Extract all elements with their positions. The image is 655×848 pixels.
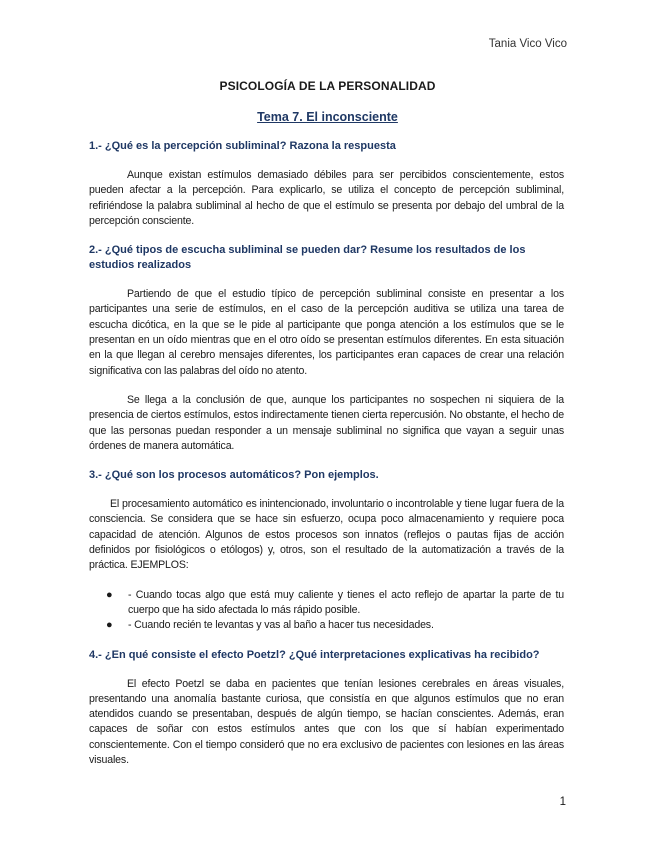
list-item xyxy=(106,588,564,619)
answer-3-paragraph-1: El procesamiento automático es inintencionado, involuntario o incontrolable y tiene lugar fuera de la consciencia. Se considera que se hace sin esfuerzo, ocupa poco almacenamiento y requiere poca capacidad de atención. Algunos de estos procesos son innatos (reflejos o pautas fijas de acción definidos por fisiológicos o etólogos) y, otros, son el resultado de la automatización a través de la práctica. EJEMPLOS: xyxy=(89,498,564,572)
answer-2-paragraph-1: Partiendo de que el estudio típico de percepción subliminal consiste en presentar a los participantes una serie de estímulos, en el caso de la percepción auditiva se utiliza una tarea de escucha dicótica, en la que se le pide al participante que ponga atención a los estímulos que se le presentan en un oído mientras que en el otro oído se presentan estímulos diferentes. En esta situación en la que llegan al cerebro mensajes diferentes, los participantes eran capaces de crear una relación significativa con las palabras del oído no atento. xyxy=(89,288,564,377)
list-item-text: - Cuando recién te levantas y vas al baño a hacer tus necesidades. xyxy=(128,619,434,632)
answer-2-paragraph-2: Se llega a la conclusión de que, aunque los participantes no sospechen ni siquiera de la presencia de ciertos estímulos, estos indirectamente tienen cierta repercusión. No obstante, el hecho de que las personas puedan responder a un mensaje subliminal no significa que vayan a seguir unas órdenes de manera automática. xyxy=(89,393,564,452)
document-body xyxy=(89,139,564,782)
question-4: 4.- ¿En qué consiste el efecto Poetzl? ¿Qué interpretaciones explicativas ha recibido? xyxy=(89,648,540,661)
bullet-icon: ● xyxy=(106,619,113,632)
bullet-icon: ● xyxy=(106,588,113,601)
question-3: 3.- ¿Qué son los procesos automáticos? Pon ejemplos. xyxy=(89,469,379,482)
document-title: PSICOLOGÍA DE LA PERSONALIDAD xyxy=(219,79,436,93)
answer-4-paragraph-1: El efecto Poetzl se daba en pacientes que tenían lesiones cerebrales en áreas visuales, presentando una anomalía bastante curiosa, que consistía en que algunos estímulos que no eran atendidos cuando se presentaban, después de algún tiempo, se hacían conscientes. Además, eran capaces de soñar con estos estímulos antes que con los que sí habían experimentado conscientemente. Con el tiempo consideró que no era exclusivo de pacientes con lesiones en las áreas visuales. xyxy=(89,677,564,767)
header-author: Tania Vico Vico xyxy=(488,38,567,50)
topic-heading: Tema 7. El inconsciente xyxy=(257,110,398,124)
list-item xyxy=(106,618,564,633)
examples-list xyxy=(89,588,564,634)
page-number: 1 xyxy=(559,796,566,808)
question-1: 1.- ¿Qué es la percepción subliminal? Razona la respuesta xyxy=(89,140,396,152)
answer-1-paragraph-1: Aunque existan estímulos demasiado débiles para ser percibidos conscientemente, estos pueden afectar a la percepción. Para explicarlo, se utiliza el concepto de percepción subliminal, refiriéndose la palabra subliminal al hecho de que el estímulo se presenta por debajo del umbral de la percepción consciente. xyxy=(89,169,564,227)
list-item-text: - Cuando tocas algo que está muy caliente y tienes el acto reflejo de apartar la parte de tu cuerpo que ha sido afectada lo más rápido posible. xyxy=(128,588,564,616)
question-2: 2.- ¿Qué tipos de escucha subliminal se pueden dar? Resume los resultados de los estudios realizados xyxy=(89,244,526,272)
